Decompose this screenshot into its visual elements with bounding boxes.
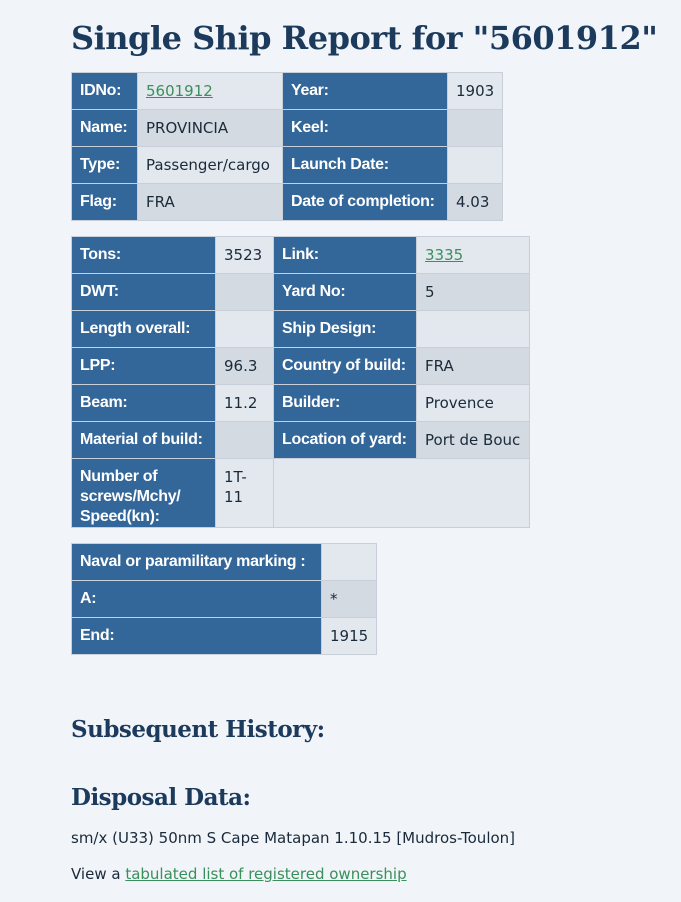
flag-label: Flag: xyxy=(72,184,138,221)
year-label: Year: xyxy=(283,73,448,110)
ownership-line xyxy=(71,865,407,883)
lpp-value: 96.3 xyxy=(216,348,274,385)
idno-label: IDNo: xyxy=(72,73,138,110)
a-value: * xyxy=(322,581,377,618)
lpp-label: LPP: xyxy=(72,348,216,385)
builder-value: Provence xyxy=(417,385,530,422)
idno-link[interactable]: 5601912 xyxy=(146,82,213,100)
tons-label: Tons: xyxy=(72,237,216,274)
view-prefix: View a xyxy=(71,865,126,883)
table-row xyxy=(72,311,530,348)
table-row xyxy=(72,544,377,581)
table-row xyxy=(72,274,530,311)
beam-label: Beam: xyxy=(72,385,216,422)
beam-value: 11.2 xyxy=(216,385,274,422)
ship-identity-table xyxy=(71,72,503,221)
table-row xyxy=(72,581,377,618)
table-row xyxy=(72,73,503,110)
ownership-list-link[interactable]: tabulated list of registered ownership xyxy=(125,865,407,883)
name-value: PROVINCIA xyxy=(138,110,283,147)
year-value: 1903 xyxy=(448,73,503,110)
material-of-build-label: Material of build: xyxy=(72,422,216,459)
screws-speed-value: 1T-11 xyxy=(216,459,274,528)
length-overall-value xyxy=(216,311,274,348)
tons-value: 3523 xyxy=(216,237,274,274)
table-row xyxy=(72,618,377,655)
completion-date-label: Date of completion: xyxy=(283,184,448,221)
country-of-build-value: FRA xyxy=(417,348,530,385)
table-row xyxy=(72,110,503,147)
link-3335[interactable]: 3335 xyxy=(425,246,464,264)
ship-dimensions-table xyxy=(71,236,530,528)
keel-value xyxy=(448,110,503,147)
length-overall-label: Length overall: xyxy=(72,311,216,348)
type-label: Type: xyxy=(72,147,138,184)
material-of-build-value xyxy=(216,422,274,459)
country-of-build-label: Country of build: xyxy=(274,348,417,385)
disposal-data-heading: Disposal Data: xyxy=(71,784,251,811)
flag-value: FRA xyxy=(138,184,283,221)
subsequent-history-heading: Subsequent History: xyxy=(71,716,325,743)
naval-marking-value xyxy=(322,544,377,581)
idno-value xyxy=(138,73,283,110)
builder-label: Builder: xyxy=(274,385,417,422)
completion-date-value: 4.03 xyxy=(448,184,503,221)
name-label: Name: xyxy=(72,110,138,147)
location-of-yard-value: Port de Bouc xyxy=(417,422,530,459)
naval-marking-table xyxy=(71,543,377,655)
yard-no-label: Yard No: xyxy=(274,274,417,311)
screws-speed-label: Number of screws/Mchy/ Speed(kn): xyxy=(72,459,216,528)
table-row xyxy=(72,385,530,422)
end-value: 1915 xyxy=(322,618,377,655)
disposal-text: sm/x (U33) 50nm S Cape Matapan 1.10.15 [Mudros-Toulon] xyxy=(71,829,516,847)
ship-design-label: Ship Design: xyxy=(274,311,417,348)
launch-date-label: Launch Date: xyxy=(283,147,448,184)
table-row xyxy=(72,348,530,385)
table-row xyxy=(72,184,503,221)
keel-label: Keel: xyxy=(283,110,448,147)
ship-design-value xyxy=(417,311,530,348)
link-value xyxy=(417,237,530,274)
naval-marking-label: Naval or paramilitary marking : xyxy=(72,544,322,581)
a-label: A: xyxy=(72,581,322,618)
empty-cell xyxy=(274,459,530,528)
dwt-label: DWT: xyxy=(72,274,216,311)
launch-date-value xyxy=(448,147,503,184)
type-value: Passenger/cargo xyxy=(138,147,283,184)
yard-no-value: 5 xyxy=(417,274,530,311)
link-label: Link: xyxy=(274,237,417,274)
table-row xyxy=(72,147,503,184)
dwt-value xyxy=(216,274,274,311)
table-row xyxy=(72,459,530,528)
page-title: Single Ship Report for "5601912" xyxy=(71,19,658,57)
end-label: End: xyxy=(72,618,322,655)
table-row xyxy=(72,237,530,274)
table-row xyxy=(72,422,530,459)
location-of-yard-label: Location of yard: xyxy=(274,422,417,459)
